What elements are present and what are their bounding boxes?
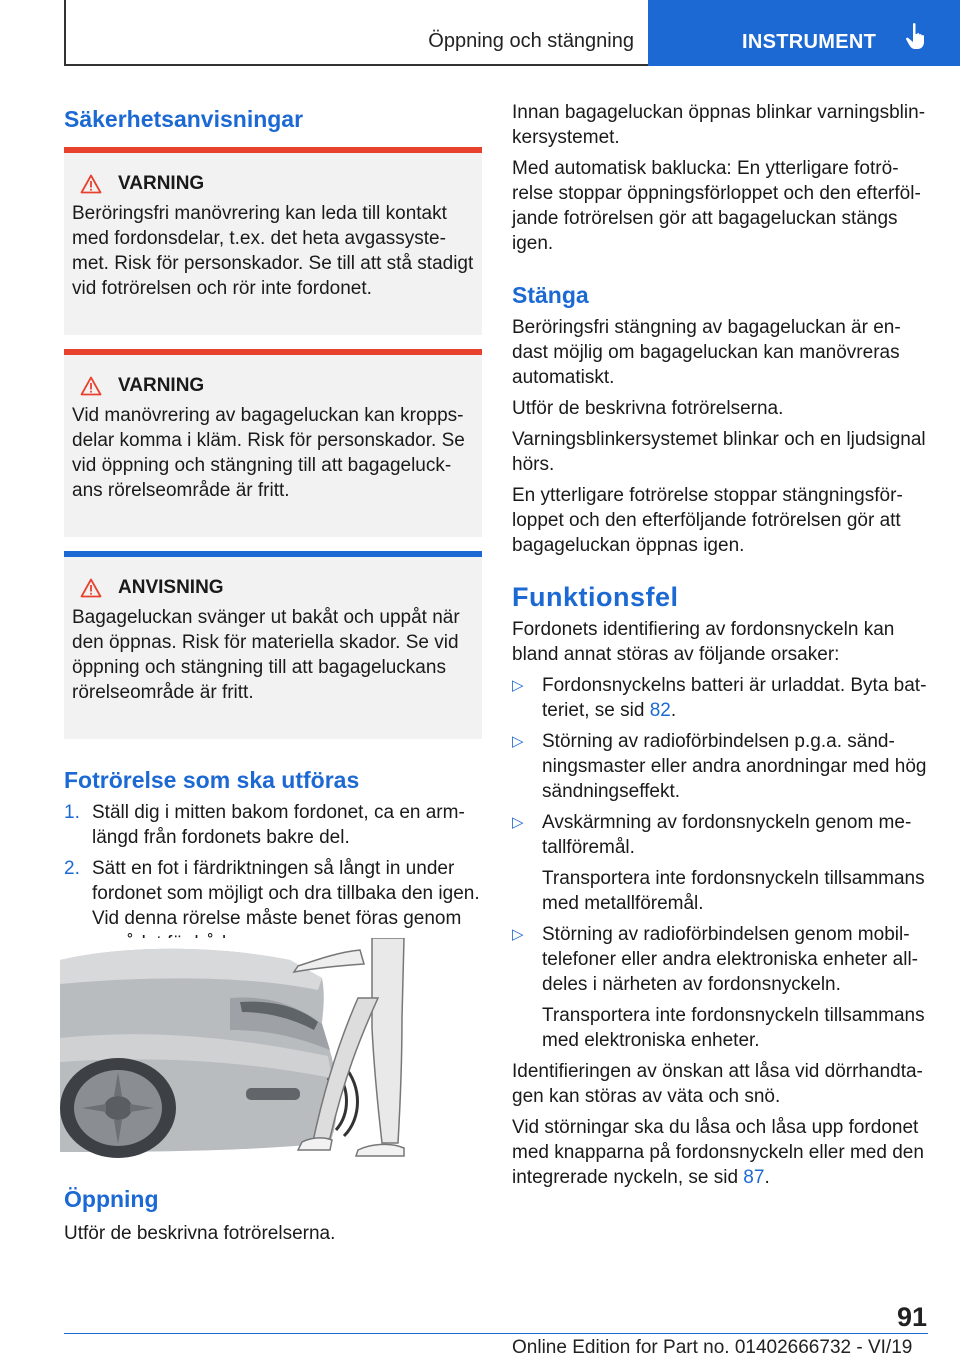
notice-text: Bagageluckan svänger ut bakåt och uppåt när den öppnas. Risk för materiella skador. Se vid öppning och stängning till att bagageluckans rörelseområde är fritt.: [72, 607, 460, 703]
list-item: [512, 673, 928, 723]
bullet-text: Störning av radioförbindelsen genom mobiltelefoner eller andra elektroniska enheter alldeles i närheten av fordonsnyckeln.: [542, 924, 918, 995]
list-item: [512, 922, 928, 1053]
bullet-triangle-icon: ▷: [512, 926, 524, 943]
step-text: Ställ dig i mitten bakom fordonet, ca en armlängd från fordonets bakre del.: [92, 802, 465, 848]
notice-kind: ANVISNING: [118, 577, 224, 598]
warning-text: Beröringsfri manövrering kan leda till kontakt med fordonsdelar, t.ex. det heta avgassystemet. Risk för personskador. Se till att stå stadigt vid fotrörelsen och rör inte fordonet.: [72, 203, 474, 299]
page-link-82[interactable]: 82: [649, 700, 671, 721]
opening-title: Öppning: [64, 1186, 159, 1212]
notice-box-title: [72, 577, 474, 599]
opening-section: [64, 1186, 482, 1246]
warning-triangle-icon: [80, 174, 102, 194]
close-paragraph: En ytterligare fotrörelse stoppar stängningsförloppet och den efterföljande fotrörelsen gör att bagageluckan öppnas igen.: [512, 485, 903, 556]
outro-suffix: .: [764, 1167, 770, 1188]
warning-kind: VARNING: [118, 173, 205, 194]
intro-paragraph: Med automatisk baklucka: En ytterligare fotrörelse stoppar öppningsförloppet och den efterföljande fotrörelsen gör att bagageluckan stängs igen.: [512, 158, 921, 254]
warning-triangle-icon: [80, 578, 102, 598]
footer-rule: [64, 1333, 928, 1334]
malfunction-intro: Fordonets identifiering av fordonsnyckeln kan bland annat störas av följande orsaker:: [512, 619, 895, 665]
notice-box: [64, 551, 482, 739]
intro-paragraph: Innan bagageluckan öppnas blinkar varningsblinkersystemet.: [512, 102, 926, 148]
warning-box-2: [64, 349, 482, 537]
page-link-87[interactable]: 87: [743, 1167, 765, 1188]
safety-title: Säkerhetsanvisningar: [64, 106, 304, 132]
pointing-hand-icon: [904, 22, 930, 50]
list-item: [512, 729, 928, 804]
outro-paragraph: Identifieringen av önskan att låsa vid dörrhandtagen kan störas av väta och snö.: [512, 1061, 923, 1107]
warning-box-title: [72, 375, 474, 397]
warning-kind: VARNING: [118, 375, 205, 396]
left-column: [64, 100, 482, 962]
warning-box-title: [72, 173, 474, 195]
header-bottom-rule: [64, 64, 648, 66]
kick-sensor-illustration: [60, 938, 416, 1160]
warning-triangle-icon: [80, 376, 102, 396]
bullet-triangle-icon: ▷: [512, 677, 524, 694]
step-number: 1.: [64, 802, 80, 823]
step-number: 2.: [64, 858, 80, 879]
warning-text: Vid manövrering av bagageluckan kan kroppsdelar komma i kläm. Risk för personskador. Se vid öppning och stängning till att bagageluckans rörelseområde är fritt.: [72, 405, 465, 501]
step-text: Sätt en fot i färdriktningen så långt in under fordonet som möjligt och dra tillbaka den igen. Vid denna rörelse måste benet föras genom: [92, 858, 480, 929]
bullet-triangle-icon: ▷: [512, 814, 524, 831]
bullet-extra: Transportera inte fordonsnyckeln tillsammans med metallföremål.: [542, 868, 925, 914]
right-column: [512, 100, 928, 1190]
bullet-text: Fordonsnyckelns batteri är urladdat. Byta batteriet, se sid: [542, 675, 927, 721]
page-number: 91: [897, 1302, 928, 1332]
header-tab-label: INSTRUMENT: [742, 31, 877, 53]
bullet-suffix: .: [670, 700, 677, 721]
outro-text: Vid störningar ska du låsa och låsa upp fordonet med knapparna på fordonsnyckeln eller med den integrerade nyckeln, se sid: [512, 1117, 924, 1188]
footer-edition: Online Edition for Part no. 01402666732 - VI/19: [512, 1337, 913, 1358]
outro-paragraph: [512, 1115, 928, 1190]
close-paragraph: Utför de beskrivna fotrörelserna.: [512, 398, 784, 419]
bullet-extra: Transportera inte fordonsnyckeln tillsammans med elektroniska enheter.: [542, 1005, 925, 1051]
list-item: [512, 810, 928, 916]
bullet-triangle-icon: ▷: [512, 733, 524, 750]
foot-motion-steps: [64, 800, 482, 956]
header-left-rule: [64, 0, 66, 66]
bullet-text: Störning av radioförbindelsen p.g.a. sändningsmaster eller andra anordningar med hög sändningseffekt.: [542, 731, 927, 802]
warning-box-1: [64, 147, 482, 335]
header-section-title: Öppning och stängning: [428, 30, 634, 52]
list-item: [64, 800, 482, 850]
malfunction-causes: [512, 673, 928, 1053]
header-instrument-tab[interactable]: [648, 0, 960, 66]
opening-text: Utför de beskrivna fotrörelserna.: [64, 1223, 336, 1244]
foot-motion-title: Fotrörelse som ska utföras: [64, 767, 360, 793]
close-paragraph: Varningsblinkersystemet blinkar och en ljudsignal hörs.: [512, 429, 926, 475]
bullet-text: Avskärmning av fordonsnyckeln genom metallföremål.: [542, 812, 912, 858]
close-paragraph: Beröringsfri stängning av bagageluckan är endast möjlig om bagageluckan kan manövreras automatiskt.: [512, 317, 901, 388]
close-title: Stänga: [512, 282, 589, 308]
malfunction-title: Funktionsfel: [512, 582, 679, 612]
